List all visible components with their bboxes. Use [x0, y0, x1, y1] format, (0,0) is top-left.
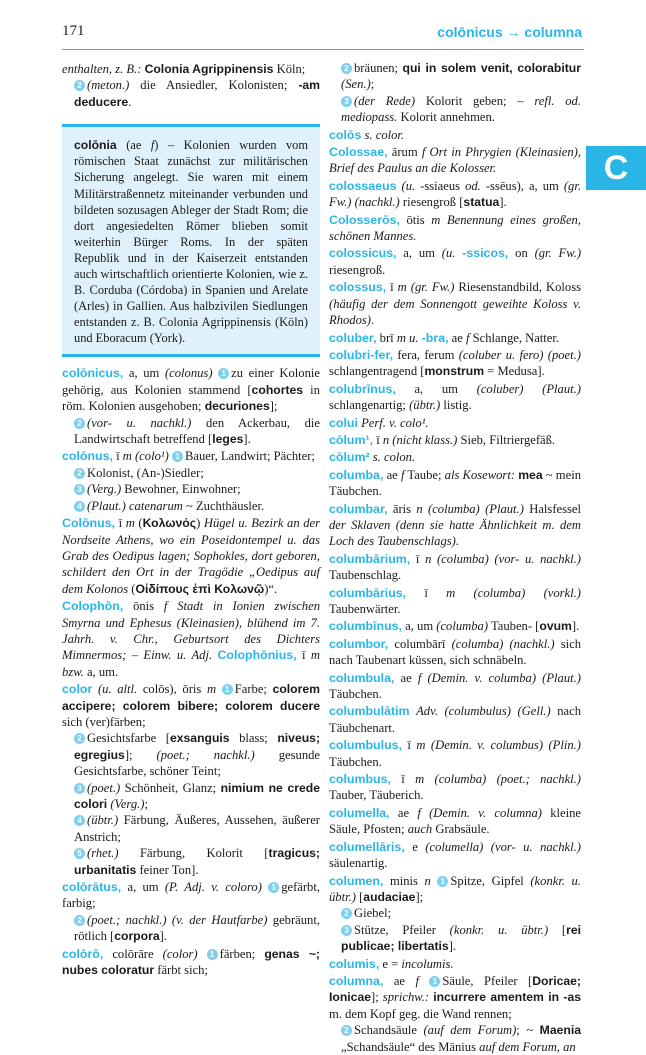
dictionary-entry: columbus, ī m (columba) (poet.; nachkl.) Tauber, Täuberich. [329, 772, 582, 803]
dictionary-entry: columellāris, e (columella) (vor- u. nachkl.) säulenartig. [329, 839, 581, 871]
dictionary-entry: columen, minis n 1 Spitze, Gipfel (konkr. u. übtr.) [audaciae]; [329, 873, 581, 904]
dictionary-entry: Colosserōs, ōtis m Benennung eines großen, schönen Mannes. [329, 212, 581, 244]
dictionary-entry: colubri-fer, fera, ferum (coluber u. fero) (poet.) schlangentragend [monstrum = Medusa]. [329, 347, 581, 379]
dictionary-entry: columbor, columbārī (columba) (nachkl.) sich nach Taubenart küssen, sich schnäbeln. [329, 636, 582, 668]
dictionary-entry: columis, e = incolumis. [329, 956, 454, 971]
dictionary-entry: columbula, ae f (Demin. v. columba) (Plaut.) Täubchen. [329, 670, 581, 702]
dictionary-entry: colōnicus, a, um (colonus) 1 zu einer Kolonie gehörig, aus Kolonien stammend [cohortes in röm. Kolonien ausgehoben; decuriones]; [62, 366, 320, 414]
right-entries [329, 60, 581, 1055]
info-box-text: colōnia (ae f) – Kolonien wurden vom römischen Staat zunächst zur militärischen Sicherung angelegt. Sie waren mit einem Militärstraßennetz miteinander verbunden und bildeten sozusagen Ableger der Stadt Rom; die dort angesiedelten Römer blieben somit weiterhin Bürger Roms. In der späten Republik und in der Kaiserzeit entstanden auch wirtschaftlich orientierte Kolonien, wie z. B. Corduba (Córdoba) in Spanien und Arelate (Arles) in Gallien. Aus halbzivilen Siedlungen entstanden z. B. Colonia Agrippinensis (Köln) und Eboracum (York). [74, 138, 308, 346]
entry-sense: 2 (poet.; nachkl.) (v. der Hautfarbe) gebräunt, rötlich [corpora]. [74, 912, 320, 944]
page-header [0, 0, 646, 52]
dictionary-entry: columbulus, ī m (Demin. v. columbus) (Plin.) Täubchen. [329, 738, 581, 769]
left-entries-top [62, 61, 320, 110]
dictionary-entry: columbārium, ī n (columba) (vor- u. nachkl.) Taubenschlag. [329, 551, 582, 583]
entry-sense: 2 Kolonist, (An-)Siedler; [62, 465, 320, 481]
entry-sense: 3 (Verg.) Bewohner, Einwohner; [62, 481, 320, 497]
entry-sense: 4 (übtr.) Färbung, Äußeres, Aussehen, äußerer Anstrich; [74, 813, 320, 844]
dictionary-entry: colui Perf. v. colo¹. [329, 415, 429, 430]
dictionary-entry: colōrātus, a, um (P. Adj. v. coloro) 1 gefärbt, farbig; [62, 880, 320, 911]
dictionary-entry: columbulātim Adv. (columbulus) (Gell.) nach Täubchenart. [329, 704, 582, 735]
entry-sense: 2 bräunen; qui in solem venit, colorabitur (Sen.); [341, 61, 581, 92]
dictionary-entry: colōs s. color. [329, 127, 405, 142]
dictionary-entry: colubrīnus, a, um (coluber) (Plaut.) schlangenartig; (übtr.) listig. [329, 381, 581, 413]
dictionary-entry: Colossae, ārum f Ort in Phrygien (Kleinasien), Brief des Paulus an die Kolosser. [329, 145, 581, 176]
right-column [329, 60, 581, 1055]
dictionary-entry: columbārius, ī m (columba) (vorkl.) Taubenwärter. [329, 585, 581, 616]
dictionary-entry: cōlum² s. colon. [329, 450, 416, 465]
left-entries [62, 365, 320, 978]
dictionary-entry: columna, ae f 1 Säule, Pfeiler [Doricae; Ionicae]; sprichw.: incurrere amentem in -as m. dem Kopf geg. die Wand rennen; [329, 973, 582, 1021]
dictionary-entry: colossus, ī m (gr. Fw.) Riesenstandbild, Koloss (häufig der dem Sonnengott geweihte Koloss v. Rhodos). [329, 280, 581, 328]
info-box-colonia [62, 124, 320, 357]
entry-sense: 2 Schandsäule (auf dem Forum); ~ Maenia „Schandsäule“ des Mänius auf dem Forum, an [341, 1023, 581, 1054]
entry-sense: 2 (vor- u. nachkl.) den Ackerbau, die Landwirtschaft betreffend [leges]. [74, 415, 321, 447]
dictionary-entry: columbar, āris n (columba) (Plaut.) Halsfessel der Sklaven (denn sie hatte Ähnlichkeit m. dem Loch des Taubenschlags). [329, 501, 581, 549]
header-rule [62, 49, 584, 50]
running-head: colōnicus → columna [437, 24, 582, 40]
entry-sense: 2 Gesichtsfarbe [exsanguis blass; niveus; egregius]; (poet.; nachkl.) gesunde Gesichtsfarbe, schöner Teint; [74, 731, 321, 779]
entry-sense: 5 (rhet.) Färbung, Kolorit [tragicus; urbanitatis feiner Ton]. [74, 846, 320, 877]
entry-sense: 3 (der Rede) Kolorit geben; – refl. od. mediopass. Kolorit annehmen. [341, 93, 582, 125]
dictionary-entry: color (u. altl. colōs), ōris m 1 Farbe; colorem accipere; colorem bibere; colorem ducere sich (ver)färben; [62, 682, 320, 729]
dictionary-entry: enthalten, z. B.: Colonia Agrippinensis Köln; [62, 62, 306, 76]
dictionary-entry: colossaeus (u. -ssiaeus od. -ssēus), a, um (gr. Fw.) (nachkl.) riesengroß [statua]. [329, 178, 581, 210]
page-number: 171 [62, 23, 85, 39]
dictionary-entry: colōrō, colōrāre (color) 1 färben; genas ~; nubes coloratur färbt sich; [62, 946, 320, 978]
entry-sense: 2 Giebel; [329, 905, 581, 921]
dictionary-entry: columella, ae f (Demin. v. columna) kleine Säule, Pfosten; auch Grabsäule. [329, 805, 581, 837]
entry-sense: 3 (poet.) Schönheit, Glanz; nimium ne crede colori (Verg.); [74, 780, 320, 811]
letter-thumb-tab: C [586, 146, 646, 190]
dictionary-entry: cōlum¹, ī n (nicht klass.) Sieb, Filtriergefäß. [329, 432, 556, 447]
entry-sense: 2 (meton.) die Ansiedler, Kolonisten; -am deducere. [74, 78, 320, 109]
dictionary-entry: columba, ae f Taube; als Kosewort: mea ~ mein Täubchen. [329, 467, 581, 499]
dictionary-entry: colossicus, a, um (u. -ssicos, on (gr. Fw.) riesengroß. [329, 246, 582, 277]
dictionary-entry: columbīnus, a, um (columba) Tauben- [ovum]. [329, 619, 580, 634]
dictionary-entry: Colōnus, ī m (Κολωνός) Hügel u. Bezirk an der Nordseite Athens, wo ein Poseidontempel u. das Grab des Oedipus lagen; Sophokles, dort geboren, schildert den Ort in der Tragödie „Oedipus auf dem Kolonos (Οἰδίπους ἐπὶ Κολωνῷ)“. [62, 516, 321, 596]
entry-sense: 3 Stütze, Pfeiler (konkr. u. übtr.) [rei publicae; libertatis]. [341, 922, 582, 954]
dictionary-entry: colōnus, ī m (colo¹) 1 Bauer, Landwirt; Pächter; [62, 449, 315, 464]
dictionary-entry: Colophōn, ōnis f Stadt in Ionien zwischen Smyrna und Ephesus (Kleinasien), blühend im 7. Jahrh. v. Chr., Geburtsort des Dichters Mimnermos; – Einw. u. Adj. Colophōnius, ī m bzw. a, um. [62, 599, 320, 679]
entry-sense: 4 (Plaut.) catenarum ~ Zuchthäusler. [62, 498, 320, 514]
left-column [62, 60, 320, 978]
dictionary-entry: coluber, brī m u. -bra, ae f Schlange, Natter. [329, 330, 560, 345]
